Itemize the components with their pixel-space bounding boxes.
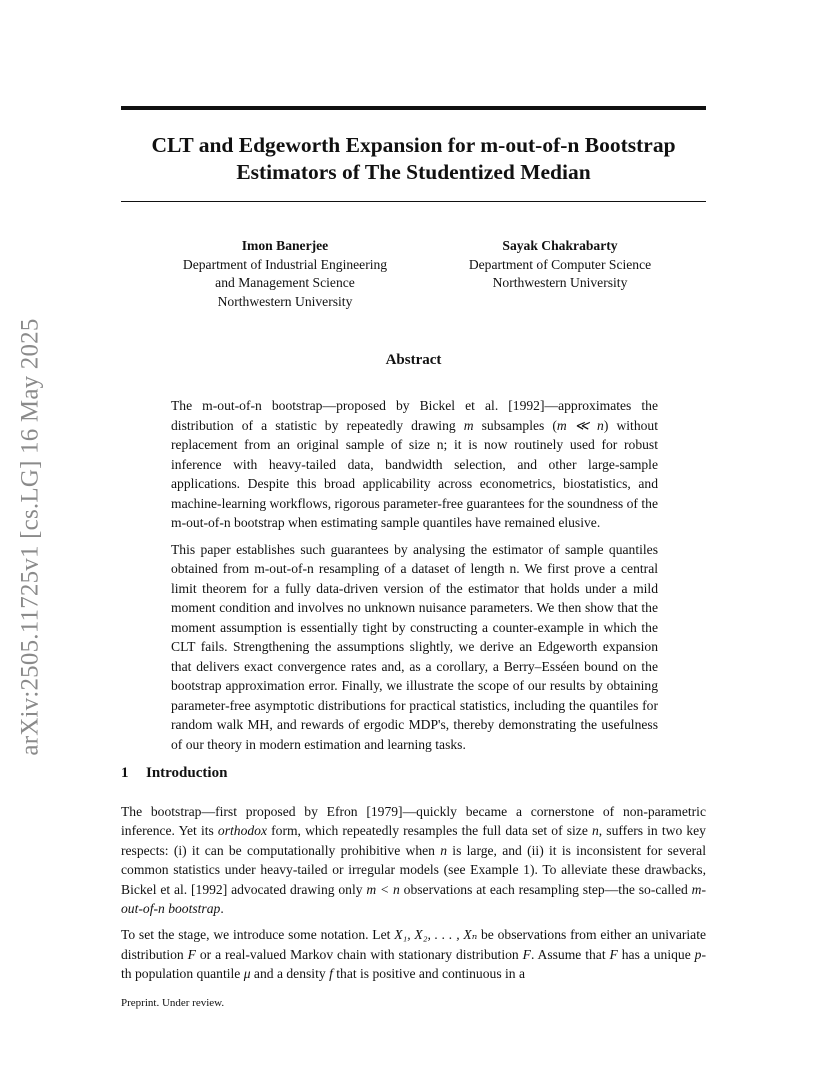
footer-note: Preprint. Under review.: [121, 997, 225, 1009]
intro-paragraph-2: [121, 925, 706, 983]
author-affiliation-line: Department of Industrial Engineering: [182, 256, 388, 272]
text-run: has a unique: [617, 946, 695, 962]
abstract-paragraph-1: [171, 396, 658, 533]
math-inline: F: [609, 946, 618, 962]
paper-title: [121, 132, 706, 186]
title-bottom-rule: [121, 201, 706, 202]
arxiv-identifier-text: arXiv:2505.11725v1 [cs.LG] 16 May 2025: [17, 318, 45, 756]
author-block-1: [160, 237, 410, 311]
text-run: is large, and (ii) it is inconsistent for several common statistics under heavy-tailed or irregular models (see Example 1). To alleviate these drawbacks, Bickel et al. [1992] advocated drawing only: [121, 842, 706, 897]
text-run: -th population quantile: [121, 946, 706, 982]
text-run: form, which repeatedly resamples the full data set of size: [267, 823, 592, 839]
author-affiliation-line: Northwestern University: [217, 293, 353, 309]
author-affiliation-line: and Management Science: [215, 275, 355, 290]
intro-paragraph-1: [121, 802, 706, 918]
text-run: that is positive and continuous in a: [332, 966, 526, 982]
emphasis: m-out-of-n bootstrap: [121, 881, 706, 917]
section-title: Introduction: [146, 765, 228, 781]
text-run: The m-out-of-n bootstrap—proposed by Bickel et al. [1992]—approximates the distribution of a statistic by repeatedly drawing: [171, 398, 658, 433]
math-inline: n: [591, 823, 599, 839]
introduction-body: [121, 802, 706, 991]
math-inline: F: [187, 946, 196, 962]
author-block-2: [440, 237, 680, 293]
text-run: The bootstrap—first proposed by Efron [1979]—quickly became a cornerstone of non-parametric inference. Yet its: [121, 804, 706, 839]
math-inline: m < n: [366, 881, 400, 897]
text-run: ) without replacement from an original sample of size n; it is now routinely used for robust inference with heavy-tailed data, bandwidth selection, and other large-sample applications. Despite this broad applicability across econometrics, biostatistics, and machine-learning workflows, rigorous parameter-free guarantees for the soundness of the m-out-of-n bootstrap when estimating sample quantiles have remained elusive.: [171, 417, 658, 530]
math-inline: m: [463, 417, 474, 433]
text-run: observations at each resampling step—the so-called: [399, 881, 692, 897]
text-run: be observations from either an univariate distribution: [121, 927, 707, 962]
text-run: subsamples (: [473, 417, 557, 433]
section-heading-introduction: [121, 765, 227, 782]
text-run: To set the stage, we introduce some notation. Let: [121, 927, 395, 943]
section-number: 1: [121, 765, 129, 781]
author-affiliation-line: Northwestern University: [492, 275, 628, 290]
text-run: and a density: [250, 966, 330, 982]
arxiv-identifier-stamp: [14, 298, 48, 776]
paper-title-line-2: Estimators of The Studentized Median: [236, 160, 591, 184]
abstract-heading: Abstract: [385, 352, 442, 368]
author-affiliation-line: Department of Computer Science: [468, 256, 652, 272]
math-inline: X₁, X₂, . . . , Xₙ: [394, 927, 478, 943]
text-run: or a real-valued Markov chain with stationary distribution: [195, 946, 523, 962]
math-inline: n: [440, 842, 448, 858]
author-name: Sayak Chakrabarty: [502, 238, 618, 253]
abstract-body: [171, 396, 658, 761]
math-inline: p: [694, 946, 702, 962]
title-top-rule: [121, 106, 706, 110]
math-inline: F: [522, 946, 531, 962]
text-run: . Assume that: [530, 946, 610, 962]
math-inline: μ: [243, 966, 251, 982]
author-name: Imon Banerjee: [241, 238, 329, 253]
paper-title-line-1: CLT and Edgeworth Expansion for m-out-of-n Bootstrap: [151, 133, 676, 157]
emphasis: orthodox: [217, 823, 268, 839]
math-inline: m ≪ n: [556, 417, 604, 433]
text-run: .: [220, 901, 224, 917]
math-inline: f: [329, 966, 333, 982]
text-run: , suffers in two key respects: (i) it can be computationally prohibitive when: [121, 823, 706, 858]
abstract-paragraph-2: This paper establishes such guarantees by analysing the estimator of sample quantiles obtained from m-out-of-n resampling of a dataset of length n. We first prove a central limit theorem for a fully data-driven version of the estimator that holds under a mild moment condition and involves no unknown nuisance parameters. We then show that the moment assumption is essentially tight by constructing a counter-example in which the CLT fails. Strengthening the assumptions slightly, we derive an Edgeworth expansion that delivers exact convergence rates and, as a corollary, a Berry–Esséen bound on the bootstrap approximation error. Finally, we illustrate the scope of our results by obtaining parameter-free asymptotic distributions for practical statistics, including the quantiles for random walk MH, and rewards of ergodic MDP's, thereby demonstrating the usefulness of our theory in modern estimation and learning tasks.: [171, 541, 658, 752]
